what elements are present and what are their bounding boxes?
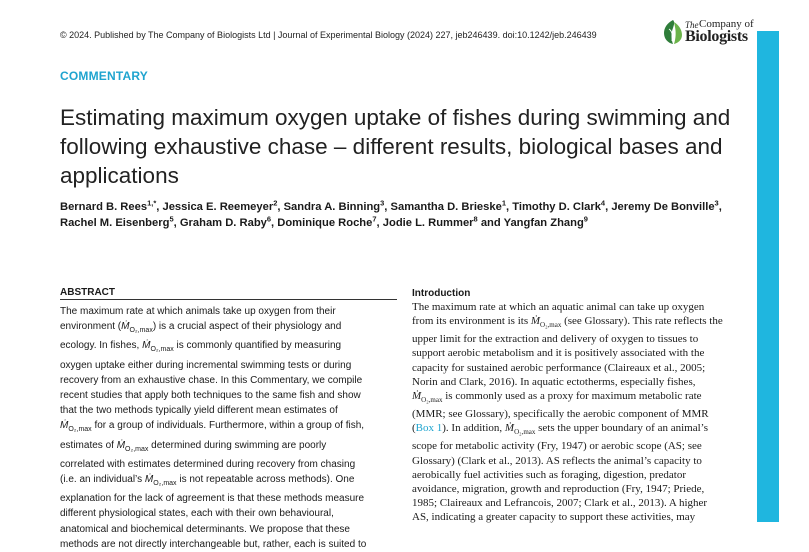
- author-affiliation-marker: 5: [169, 214, 174, 224]
- article-type-label: COMMENTARY: [60, 69, 148, 83]
- text-line: recovery from an exhaustive chase. In this Commentary, we compile: [60, 374, 363, 386]
- introduction-heading: Introduction: [412, 288, 471, 299]
- author-list: Bernard B. Rees$^{1,*}$, Jessica E. Reemeyer$^2$, Sandra A. Binning$^3$, Samantha D. Brieske$^1$, Timothy D. Clark$^4$, Jeremy De Bonville$^3$, Rachel M. Eisenberg$^5$, Graham D. Raby$^6$, Dominique Roche$^7$, Jodie L. Rummer$^8$ and Yangfan Zhang$^9$: [60, 198, 722, 229]
- mo2-max-symbol: Ṁ$_{O_2,max}$: [504, 422, 536, 437]
- author-name[interactable]: Timothy D. Clark: [512, 201, 601, 213]
- text-line: oxygen uptake either during incremental swimming tests or during: [60, 359, 352, 371]
- author-name[interactable]: Graham D. Raby: [179, 217, 267, 229]
- author-affiliation-marker: 1: [501, 198, 506, 208]
- text-line: AS, indicating a greater capacity to support these activities, may: [412, 510, 696, 523]
- text-line: Glossary) (Clark et al., 2013). AS reflects the animal’s capacity to: [412, 454, 702, 467]
- author-affiliation-marker: 4: [600, 198, 606, 208]
- author-affiliation-marker: 2: [273, 198, 278, 208]
- text-line: ecology. In fishes, Ṁ$_{O_2,max}$ is commonly quantified by measuring: [60, 340, 342, 354]
- text-line: recent studies that apply both techniques to the same fish and show: [60, 390, 361, 402]
- text-line: The maximum rate at which an aquatic animal can take up oxygen: [412, 301, 705, 313]
- company-of-biologists-logo-icon: [663, 19, 683, 45]
- author-name[interactable]: Dominique Roche: [277, 217, 373, 229]
- logo-the-text: The: [685, 20, 699, 30]
- text-line: 1985; Claireaux and Lefrancois, 2007; Clark et al., 2013). A higher: [412, 496, 708, 509]
- text-line: explanation for the lack of agreement is that these methods measure: [60, 493, 365, 505]
- text-line: correlated with estimates determined during recovery from chasing: [60, 458, 356, 470]
- text-line: different physiological states, each with their own behavioural,: [60, 508, 334, 520]
- text-line: (Box 1). In addition, Ṁ$_{O_2,max}$ sets the upper boundary of an animal’s: [412, 422, 708, 437]
- author-name[interactable]: Yangfan Zhang: [503, 217, 584, 229]
- mo2-max-symbol: Ṁ$_{O_2,max}$: [60, 420, 92, 434]
- introduction-text: [412, 300, 749, 524]
- text-line: Norin and Clark, 2016). In aquatic ectotherms, especially fishes,: [412, 375, 696, 388]
- logo-biologists-text: Biologists: [685, 28, 748, 45]
- author-affiliation-marker: 9: [583, 214, 588, 224]
- text-line: The maximum rate at which animals take up oxygen from their: [60, 306, 336, 317]
- text-line: support aerobic metabolism and it is positively associated with the: [412, 347, 705, 360]
- author-affiliation-marker: 3: [380, 198, 385, 208]
- text-line: Ṁ$_{O_2,max}$ is commonly used as a proxy for maximum metabolic rate: [412, 389, 702, 404]
- author-affiliation-marker: 7: [372, 214, 377, 224]
- text-line: aerobically fuel activities such as foraging, digestion, predator: [412, 468, 686, 481]
- author-affiliation-marker: 8: [473, 214, 478, 224]
- author-affiliation-marker: 1,*: [147, 198, 157, 208]
- journal-side-bar: [757, 31, 779, 522]
- logo-company-text: Company of: [699, 18, 754, 30]
- text-line: estimates of Ṁ$_{O_2,max}$ determined during swimming are poorly: [60, 439, 327, 453]
- journal-citation: © 2024. Published by The Company of Biologists Ltd | Journal of Experimental Biology (2024) 227, jeb246439. doi:10.1242/jeb.246439: [60, 30, 597, 40]
- mo2-max-symbol: Ṁ$_{O_2,max}$: [144, 474, 177, 488]
- author-affiliation-marker: 3: [714, 198, 719, 208]
- text-line: (MMR; see Glossary), specifically the aerobic component of MMR: [412, 408, 709, 421]
- text-line: from its environment is its Ṁ$_{O_2,max}$ (see Glossary). This rate reflects the: [412, 315, 723, 330]
- text-line: methods are not directly interchangeable but, rather, each is suited to: [60, 538, 367, 550]
- mo2-max-symbol: Ṁ$_{O_2,max}$: [142, 340, 174, 354]
- author-name[interactable]: Sandra A. Binning: [283, 201, 381, 213]
- text-line: scope for metabolic activity (Fry, 1947) or aerobic scope (AS; see: [412, 440, 702, 453]
- mo2-max-symbol: Ṁ$_{O_2,max}$: [121, 321, 153, 335]
- author-name[interactable]: Bernard B. Rees: [60, 201, 148, 213]
- mo2-max-symbol: Ṁ$_{O_2,max}$: [412, 389, 443, 404]
- author-name[interactable]: Rachel M. Eisenberg: [60, 217, 170, 229]
- text-line: upper limit for the extraction and delivery of oxygen to tissues to: [412, 333, 699, 346]
- abstract-heading: ABSTRACT: [60, 287, 115, 298]
- author-name[interactable]: Jodie L. Rummer: [382, 217, 474, 229]
- author-conjunction: and: [480, 217, 501, 229]
- author-name[interactable]: Jessica E. Reemeyer: [162, 201, 274, 213]
- author-name[interactable]: Samantha D. Brieske: [390, 201, 502, 213]
- text-line: environment (Ṁ$_{O_2,max}$) is a crucial aspect of their physiology and: [60, 321, 342, 335]
- box-reference-link[interactable]: Box 1: [415, 422, 443, 435]
- publisher-logo[interactable]: [663, 18, 753, 48]
- text-line: capacity for sustained aerobic performance (Claireaux et al., 2005;: [412, 361, 706, 374]
- text-line: (i.e. an individual’s Ṁ$_{O_2,max}$ is not repeatable across methods). One: [60, 474, 355, 488]
- text-line: anatomical and biochemical determinants. We propose that these: [60, 523, 350, 535]
- abstract-text: [60, 304, 397, 552]
- author-affiliation-marker: 6: [266, 214, 272, 224]
- abstract-divider: [60, 299, 397, 300]
- mo2-max-symbol: Ṁ$_{O_2,max}$: [116, 439, 149, 453]
- mo2-max-symbol: Ṁ$_{O_2,max}$: [530, 315, 562, 330]
- text-line: that the two methods typically yield different mean estimates of: [60, 405, 338, 417]
- text-line: Ṁ$_{O_2,max}$ for a group of individuals. Furthermore, within a group of fish,: [60, 420, 365, 434]
- text-line: avoidance, migration, growth and reproduction (Fry, 1947; Priede,: [412, 482, 705, 495]
- article-title: Estimating maximum oxygen uptake of fishes during swimming and following exhaustive chase – different results, biological bases and applications: [60, 105, 731, 188]
- author-name[interactable]: Jeremy De Bonville: [611, 201, 715, 213]
